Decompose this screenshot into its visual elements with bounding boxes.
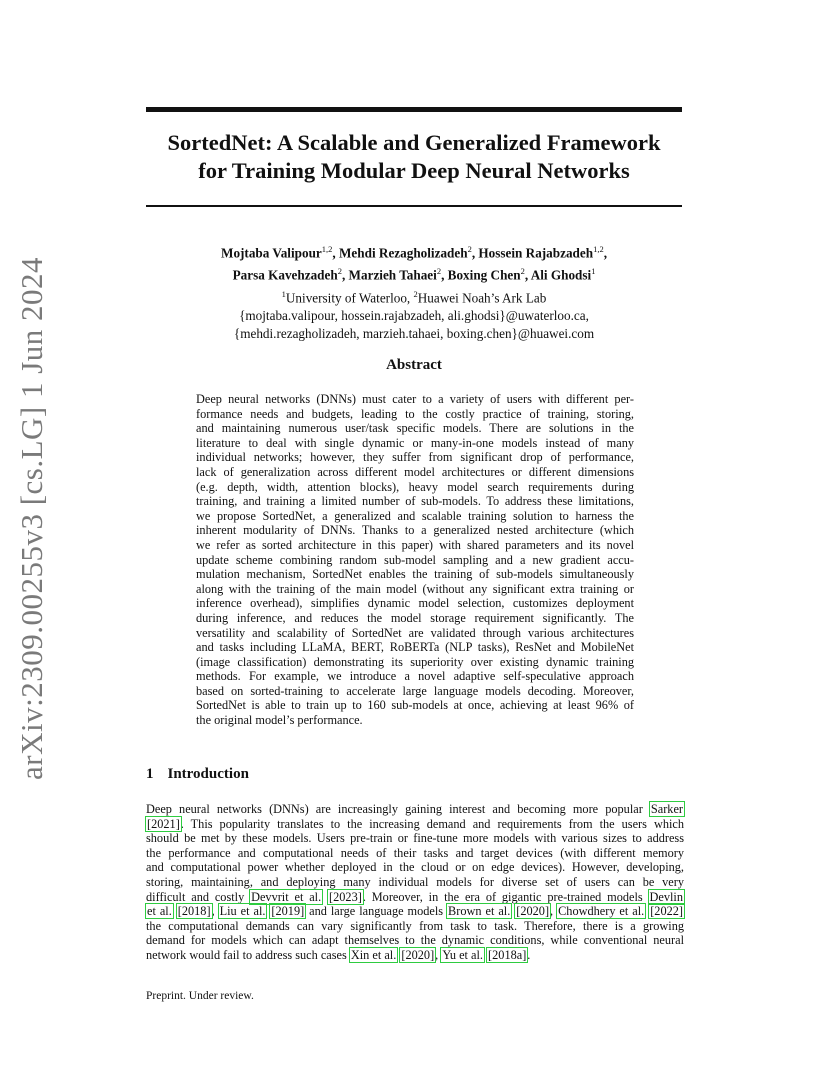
citation-link[interactable]: [2018a] bbox=[488, 947, 527, 962]
author-name: Ali Ghodsi bbox=[530, 267, 592, 283]
citation-link[interactable]: [2020] bbox=[516, 904, 550, 919]
abstract-line: inherent modularity of DNNs. Thanks to a generalized nested architecture (which bbox=[196, 523, 634, 538]
author-affil-mark: 2 bbox=[520, 266, 525, 277]
abstract-line: formance needs and budgets, leading to the costly practice of training, storing, bbox=[196, 406, 634, 421]
author-separator: , bbox=[524, 267, 531, 283]
arxiv-stamp-wrapper bbox=[14, 256, 54, 780]
intro-text: and computational power whether deployed in the cloud or on edge devices). However, developing, bbox=[146, 860, 684, 875]
abstract-line: along with the training of the main model (without any significant extra training or bbox=[196, 581, 634, 596]
intro-text: and large language models bbox=[305, 904, 448, 919]
author-affil-mark: 1,2 bbox=[593, 244, 604, 254]
abstract-line: Deep neural networks (DNNs) must cater to a variety of users with different per- bbox=[196, 392, 634, 406]
author-name: Hossein Rajabzadeh bbox=[478, 245, 594, 261]
citation-link[interactable]: [2018] bbox=[177, 904, 211, 919]
author-separator: , bbox=[332, 245, 339, 261]
intro-text: , bbox=[550, 904, 558, 919]
preprint-footer: Preprint. Under review. bbox=[146, 990, 254, 1002]
abstract-line: literature to deal with single dynamic or many-in-one models instead of many bbox=[196, 435, 634, 450]
intro-text: . bbox=[527, 947, 531, 962]
author-affil-mark: 2 bbox=[436, 266, 442, 277]
intro-text: storing, maintaining, and deploying many individual models for diverse set of users can be very bbox=[146, 874, 684, 889]
section-title: Introduction bbox=[167, 766, 249, 782]
abstract-line: and tasks including LLaMA, BERT, RoBERTa (NLP tasks), ResNet and MobileNet bbox=[196, 640, 634, 655]
author-name: Parsa Kavehzadeh bbox=[232, 267, 338, 283]
intro-text: difficult and costly bbox=[146, 889, 251, 904]
author-name: Marzieh Tahaei bbox=[348, 267, 437, 283]
abstract-line: based on sorted-training to accelerate large language models decoding. Moreover, bbox=[196, 683, 634, 698]
section-heading bbox=[146, 766, 249, 783]
abstract-line: training, and training a limited number of sub-models. To address these limitations, bbox=[196, 494, 634, 509]
author-name: Mojtaba Valipour bbox=[221, 245, 322, 261]
citation-link[interactable]: [2023] bbox=[329, 889, 362, 904]
intro-text: . This popularity translates to the increasing demand and requirements from the users which bbox=[180, 816, 684, 831]
intro-text: , bbox=[435, 947, 442, 962]
citation-link[interactable]: Liu et al. bbox=[219, 904, 266, 919]
abstract-line: the original model’s performance. bbox=[196, 713, 363, 728]
author-separator: , bbox=[603, 245, 607, 261]
citation-link[interactable]: et al. bbox=[147, 904, 172, 919]
paper-title bbox=[146, 129, 682, 185]
intro-text: the computational demands can vary significantly from task to task. Therefore, there is a growing bbox=[146, 918, 684, 933]
affil-mark: 1 bbox=[281, 288, 286, 299]
author-separator: , bbox=[441, 267, 448, 283]
citation-link[interactable]: Chowdhery et al. bbox=[558, 904, 645, 919]
intro-text: Deep neural networks (DNNs) are increasingly gaining interest and becoming more popular bbox=[146, 802, 650, 816]
intro-text: demand for models which can adapt themselves to the dynamic conditions, while conventional neural bbox=[146, 933, 684, 948]
title-top-rule bbox=[146, 107, 682, 112]
citation-link[interactable]: [2021] bbox=[147, 816, 180, 831]
citation-link[interactable]: Brown et al. bbox=[448, 904, 511, 919]
intro-line bbox=[146, 817, 684, 832]
abstract-line: versatility and scalability of SortedNet are validated through various architectures bbox=[196, 625, 634, 640]
author-separator: , bbox=[471, 245, 479, 261]
abstract-line: (image classification) demonstrating its superiority over existing dynamic training bbox=[196, 654, 634, 669]
abstract-line: update scheme combining random sub-model sampling and a new gradient accu- bbox=[196, 552, 634, 567]
author-line-1 bbox=[146, 240, 682, 262]
affil-mark: 2 bbox=[413, 288, 418, 299]
abstract-line: individual networks; however, they suffer from significant drop of performance, bbox=[196, 450, 634, 465]
intro-line bbox=[146, 802, 684, 817]
author-affil-mark: 1,2 bbox=[321, 244, 333, 254]
title-line: SortedNet: A Scalable and Generalized Framework bbox=[167, 130, 661, 155]
affiliation-line bbox=[146, 285, 682, 307]
title-line: for Training Modular Deep Neural Networks bbox=[198, 158, 630, 183]
affiliation-text: Huawei Noah’s Ark Lab bbox=[417, 290, 547, 306]
citation-link[interactable]: [2019] bbox=[271, 904, 305, 919]
intro-text: should be met by these models. Users pre-train or fine-tune more models with various sizes to address bbox=[146, 831, 684, 846]
intro-line bbox=[146, 904, 684, 919]
abstract-line: we refer as sorted architecture in this paper) with shared parameters and its novel bbox=[196, 537, 634, 552]
citation-link[interactable]: [2022] bbox=[650, 904, 683, 919]
intro-line bbox=[146, 860, 684, 875]
citation-link[interactable]: Sarker bbox=[650, 802, 683, 816]
intro-line bbox=[146, 948, 684, 963]
abstract-line: during inference, and reduces the model storage requirement significantly. The bbox=[196, 610, 634, 625]
title-bottom-rule bbox=[146, 205, 682, 207]
affiliation-text: University of Waterloo, bbox=[285, 290, 414, 306]
citation-link[interactable]: [2020] bbox=[401, 947, 435, 962]
citation-link[interactable]: Devvrit et al. bbox=[251, 889, 322, 904]
author-affil-mark: 1 bbox=[591, 266, 596, 277]
abstract-line: we propose SortedNet, a generalized and scalable training solution to harness the bbox=[196, 508, 634, 523]
citation-link[interactable]: Devlin bbox=[649, 889, 683, 904]
intro-text: . Moreover, in the era of gigantic pre-trained models bbox=[362, 889, 649, 904]
abstract-line: SortedNet is able to train up to 160 sub-models at once, achieving at least 96% of bbox=[196, 698, 634, 713]
intro-line bbox=[146, 933, 684, 948]
abstract-line: inference overhead), simplifies dynamic model selection, customizes deployment bbox=[196, 596, 634, 611]
intro-line bbox=[146, 875, 684, 890]
author-line-2 bbox=[146, 262, 682, 284]
abstract-heading: Abstract bbox=[386, 357, 442, 373]
section-number: 1 bbox=[146, 766, 154, 782]
author-name: Boxing Chen bbox=[447, 267, 521, 283]
intro-line bbox=[146, 846, 684, 861]
citation-link[interactable]: Yu et al. bbox=[442, 947, 483, 962]
intro-text: network would fail to address such cases bbox=[146, 947, 350, 962]
arxiv-identifier: arXiv:2309.00255v3 [cs.LG] 1 Jun 2024 bbox=[14, 256, 49, 780]
intro-line bbox=[146, 831, 684, 846]
author-block bbox=[146, 240, 682, 343]
author-affil-mark: 2 bbox=[467, 244, 472, 254]
abstract-line: mulation mechanism, SortedNet enables the training of sub-models simultaneously bbox=[196, 567, 634, 582]
author-separator: , bbox=[341, 267, 349, 283]
abstract-body bbox=[196, 392, 634, 728]
email-line: {mojtaba.valipour, hossein.rajabzadeh, ali.ghodsi}@uwaterloo.ca, bbox=[239, 308, 589, 324]
abstract-line: (e.g. depth, width, attention blocks), heavy model search requirements during bbox=[196, 479, 634, 494]
abstract-line: methods. For example, we introduce a novel adaptive self-speculative approach bbox=[196, 669, 634, 684]
intro-text: the performance and computational needs of their tasks and target devices (with different memory bbox=[146, 845, 684, 860]
email-line: {mehdi.rezagholizadeh, marzieh.tahaei, boxing.chen}@huawei.com bbox=[233, 326, 595, 342]
intro-text: , bbox=[211, 904, 219, 919]
intro-line bbox=[146, 919, 684, 934]
abstract-line: lack of generalization across different model architectures or different dimensions bbox=[196, 464, 634, 479]
author-name: Mehdi Rezagholizadeh bbox=[338, 245, 468, 261]
introduction-body bbox=[146, 802, 684, 963]
abstract-line: and maintaining numerous user/task specific models. There are solutions in the bbox=[196, 421, 634, 436]
intro-line bbox=[146, 890, 684, 905]
author-affil-mark: 2 bbox=[337, 266, 342, 277]
citation-link[interactable]: Xin et al. bbox=[350, 947, 397, 962]
